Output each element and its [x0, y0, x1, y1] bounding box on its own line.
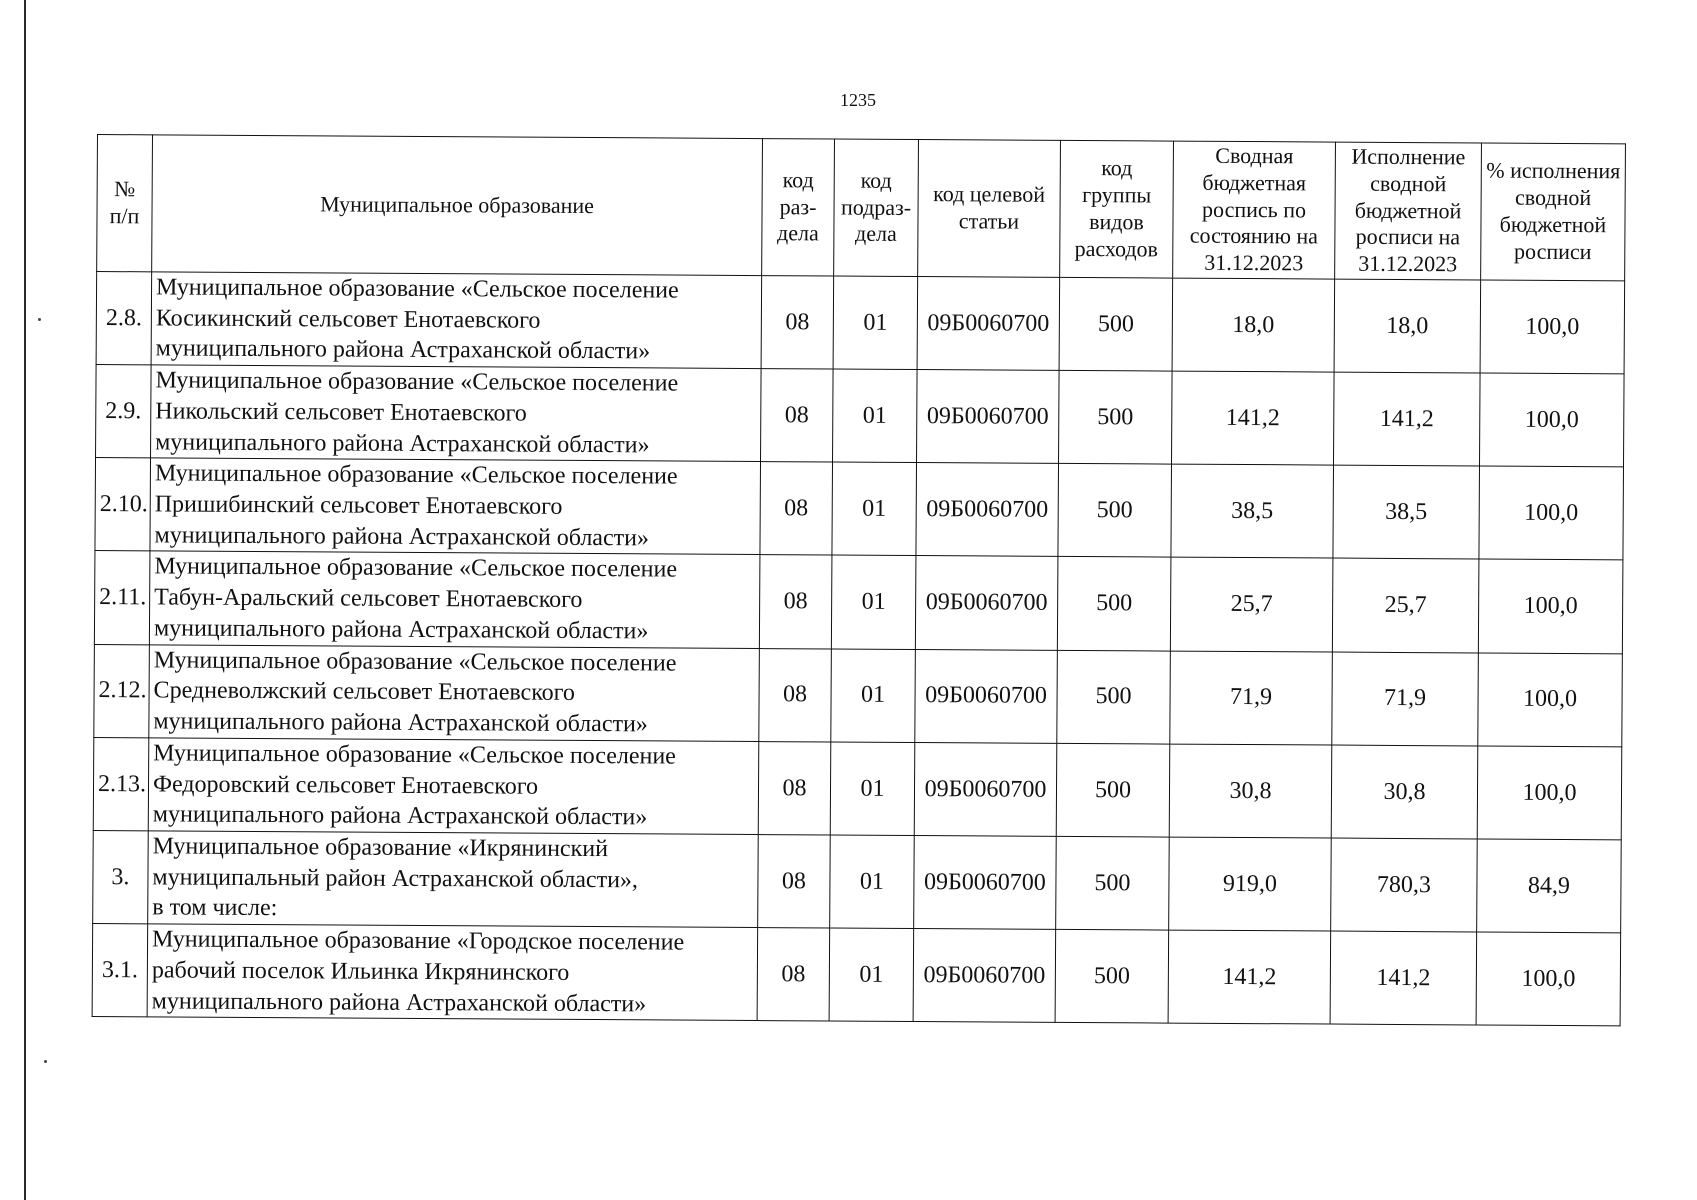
table-row [94, 644, 1623, 746]
budget-plan-value: 38,5 [1171, 464, 1334, 558]
table-header-row [97, 135, 1626, 281]
subsection-code: 01 [829, 928, 914, 1022]
budget-plan-value: 141,2 [1168, 930, 1331, 1024]
target-article-code: 09Б0060700 [915, 556, 1058, 650]
municipality-name: Муниципальное образование «Сельское поселение Пришибинский сельсовет Енотаевского муниципального района Астраханской области» [150, 458, 761, 555]
header-budget-execution: Исполнение сводной бюджетной росписи на 31.12.2023 [1335, 142, 1482, 280]
budget-execution-value: 25,7 [1332, 559, 1479, 653]
municipality-name: Муниципальное образование «Сельское поселение Никольский сельсовет Енотаевского муниципального района Астраханской области» [151, 365, 762, 462]
header-municipality: Муниципальное образование [152, 135, 763, 276]
subsection-code: 01 [833, 276, 918, 370]
section-code: 08 [757, 928, 830, 1022]
municipality-name: Муниципальное образование «Сельское поселение Табун-Аральский сельсовет Енотаевского муниципального района Астраханской области» [149, 551, 760, 648]
section-code: 08 [758, 834, 831, 928]
execution-percent-value: 100,0 [1477, 746, 1622, 840]
table-body [92, 272, 1625, 1027]
row-number: 2.12. [94, 644, 150, 737]
section-code: 08 [759, 648, 832, 742]
header-expense-group-code: код группы видов расходов [1060, 140, 1174, 278]
target-article-code: 09Б0060700 [914, 835, 1057, 929]
subsection-code: 01 [830, 742, 915, 836]
municipality-name: Муниципальное образование «Городское поселение рабочий поселок Ильинка Икрянинского муниципального района Астраханской области» [147, 924, 758, 1021]
header-budget-plan: Сводная бюджетная роспись по состоянию на 31.12.2023 [1173, 141, 1336, 279]
row-number: 2.8. [96, 272, 152, 365]
row-number: 2.13. [93, 737, 149, 830]
budget-execution-value: 30,8 [1331, 745, 1478, 839]
budget-execution-value: 141,2 [1333, 372, 1480, 466]
municipality-name: Муниципальное образование «Икрянинский муниципальный район Астраханской области», в том числе: [148, 831, 759, 928]
table-row [94, 551, 1623, 653]
target-article-code: 09Б0060700 [917, 370, 1060, 464]
municipality-name: Муниципальное образование «Сельское поселение Федоровский сельсовет Енотаевского муниципального района Астраханской области» [148, 738, 759, 835]
execution-percent-value: 100,0 [1480, 280, 1625, 374]
expense-group-code: 500 [1055, 929, 1169, 1023]
budget-execution-value: 141,2 [1330, 931, 1477, 1025]
scan-speck [44, 1060, 47, 1063]
section-code: 08 [761, 276, 834, 370]
subsection-code: 01 [833, 369, 918, 463]
section-code: 08 [759, 555, 832, 649]
budget-execution-value: 780,3 [1331, 838, 1478, 932]
table-row [93, 830, 1622, 932]
target-article-code: 09Б0060700 [914, 742, 1057, 836]
header-target-article-code: код целевой статьи [918, 140, 1061, 278]
expense-group-code: 500 [1056, 743, 1170, 837]
budget-plan-value: 25,7 [1170, 558, 1333, 652]
execution-percent-value: 100,0 [1476, 932, 1621, 1026]
expense-group-code: 500 [1057, 557, 1171, 651]
subsection-code: 01 [830, 835, 915, 929]
expense-group-code: 500 [1056, 836, 1170, 930]
budget-plan-value: 30,8 [1169, 744, 1332, 838]
row-number: 2.10. [95, 458, 151, 551]
execution-percent-value: 100,0 [1479, 466, 1624, 560]
budget-plan-value: 71,9 [1170, 651, 1333, 745]
table-row [92, 924, 1621, 1026]
target-article-code: 09Б0060700 [913, 929, 1056, 1023]
header-section-code: код раз-дела [762, 139, 835, 276]
expense-group-code: 500 [1059, 277, 1173, 371]
execution-percent-value: 100,0 [1478, 559, 1623, 653]
budget-execution-table [92, 134, 1626, 1027]
expense-group-code: 500 [1059, 371, 1173, 465]
municipality-name: Муниципальное образование «Сельское поселение Косикинский сельсовет Енотаевского муниципального района Астраханской области» [151, 272, 762, 369]
section-code: 08 [758, 741, 831, 835]
execution-percent-value: 84,9 [1477, 839, 1622, 933]
execution-percent-value: 100,0 [1478, 653, 1623, 747]
budget-execution-value: 71,9 [1332, 652, 1479, 746]
budget-execution-value: 38,5 [1333, 465, 1480, 559]
header-num: № п/п [97, 135, 153, 272]
row-number: 2.11. [94, 551, 150, 644]
budget-plan-value: 141,2 [1172, 371, 1335, 465]
scan-speck [38, 318, 41, 321]
target-article-code: 09Б0060700 [916, 463, 1059, 557]
expense-group-code: 500 [1058, 464, 1172, 558]
budget-plan-value: 18,0 [1172, 278, 1335, 372]
subsection-code: 01 [831, 555, 916, 649]
budget-execution-value: 18,0 [1334, 279, 1481, 373]
target-article-code: 09Б0060700 [915, 649, 1058, 743]
section-code: 08 [761, 369, 834, 463]
municipality-name: Муниципальное образование «Сельское поселение Средневолжский сельсовет Енотаевского муниципального района Астраханской области» [149, 644, 760, 741]
table-row [96, 365, 1625, 467]
budget-plan-value: 919,0 [1169, 837, 1332, 931]
row-number: 3.1. [92, 924, 148, 1017]
execution-percent-value: 100,0 [1479, 373, 1624, 467]
expense-group-code: 500 [1057, 650, 1171, 744]
section-code: 08 [760, 462, 833, 556]
page-number: 1235 [840, 90, 876, 110]
header-execution-percent: % исполнения сводной бюджетной росписи [1481, 143, 1626, 281]
scan-left-edge-line [24, 0, 26, 1200]
header-subsection-code: код подраз-дела [834, 139, 919, 277]
table-row [95, 458, 1624, 560]
subsection-code: 01 [831, 649, 916, 743]
row-number: 2.9. [96, 365, 152, 458]
row-number: 3. [93, 830, 149, 923]
table-row [93, 737, 1622, 839]
subsection-code: 01 [832, 462, 917, 556]
target-article-code: 09Б0060700 [917, 277, 1060, 371]
table-row [96, 272, 1625, 374]
